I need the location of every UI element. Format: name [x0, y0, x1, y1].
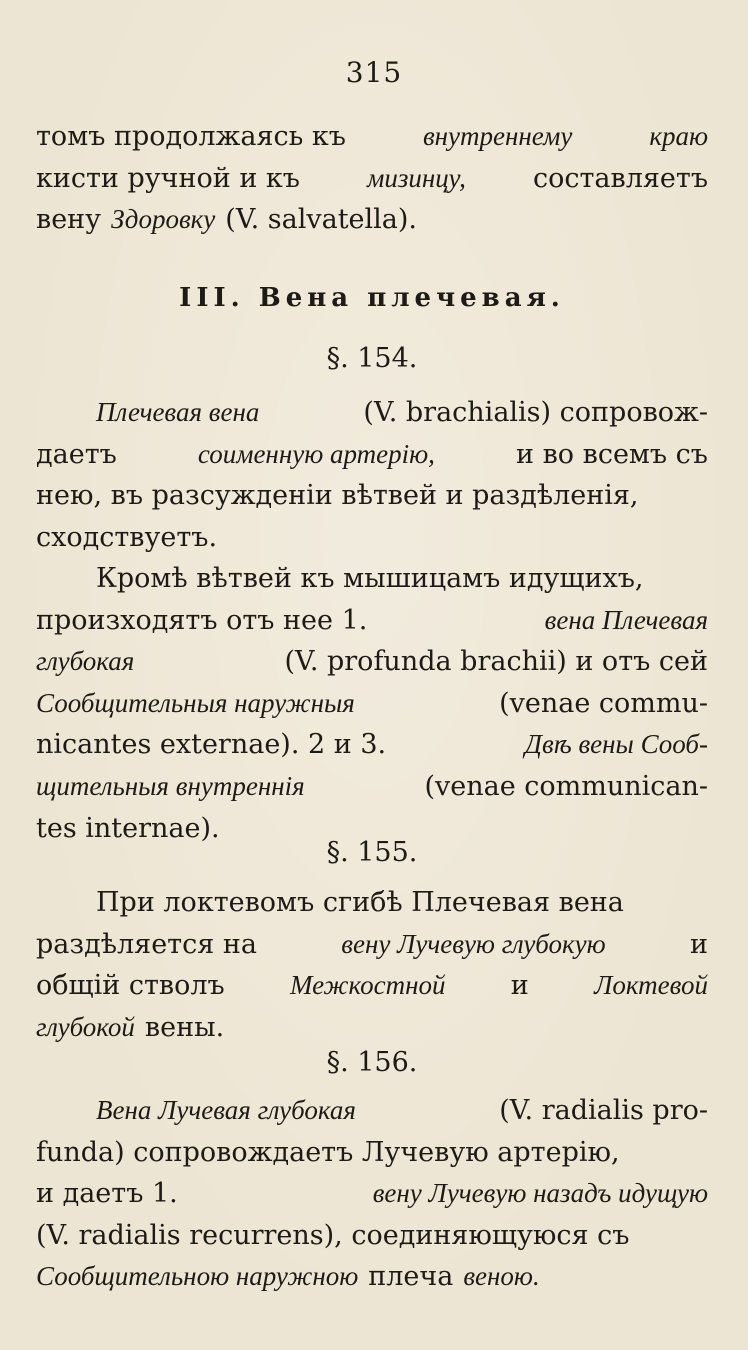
paragraph-1: [36, 116, 708, 241]
italic-term: Здоровку: [111, 204, 216, 235]
text-span: и: [510, 970, 529, 1002]
text-span: и даетъ 1.: [36, 1178, 178, 1210]
italic-term: глубокая: [36, 646, 135, 677]
text-span: плеча: [368, 1261, 454, 1293]
italic-term: глубокой: [36, 1011, 135, 1042]
text-line: [36, 1256, 708, 1298]
text-span: (V. radialis pro-: [499, 1095, 708, 1126]
italic-term: щительныя внутреннія: [36, 770, 305, 801]
text-span: общій стволъ: [36, 970, 225, 1002]
text-line: [36, 683, 708, 725]
text-span: даетъ: [36, 438, 117, 470]
text-line: [36, 116, 708, 158]
text-span: и во всемъ съ: [516, 438, 708, 470]
text-line: [36, 766, 708, 808]
paragraph-2: [36, 392, 708, 558]
text-line: [36, 434, 708, 476]
italic-term: краю: [649, 121, 708, 151]
text-line: [36, 1173, 708, 1215]
paragraph-4: [36, 882, 708, 1048]
text-span: вену: [36, 204, 102, 236]
text-line: [36, 924, 708, 966]
text-line: [36, 882, 708, 924]
text-span: tes internae).: [36, 812, 220, 844]
text-line: [36, 392, 708, 434]
text-span: раздѣляется на: [36, 928, 257, 960]
text-line: [36, 1090, 708, 1132]
italic-term: вену Лучевую глубокую: [341, 928, 606, 959]
text-span: кисти ручной и къ: [36, 162, 300, 194]
text-span: (V. radialis recurrens), соединяющуюся съ: [36, 1219, 630, 1251]
italic-term: внутреннему: [422, 121, 573, 151]
italic-term: Сообщительныя наружныя: [36, 687, 355, 718]
text-span: (V. salvatella).: [225, 204, 418, 236]
italic-term: Сообщительною наружною: [36, 1261, 359, 1292]
page-number: 315: [345, 56, 403, 89]
section-number-156: §. 156.: [326, 1047, 418, 1078]
text-span: составляетъ: [532, 162, 708, 194]
text-line: [36, 600, 708, 642]
text-line: [36, 199, 708, 241]
text-span: вены.: [144, 1011, 225, 1043]
text-span: (venae communican-: [424, 770, 708, 802]
text-line: [36, 724, 708, 766]
text-line: [36, 641, 708, 683]
text-span: нею, въ разсужденіи вѣтвей и раздѣленія,: [36, 480, 639, 512]
text-span: funda) сопровождаетъ Лучевую артерію,: [36, 1136, 620, 1168]
text-line: [36, 517, 708, 559]
text-line: [36, 475, 708, 517]
italic-term: вена Плечевая: [544, 604, 708, 635]
text-span: и: [690, 928, 708, 960]
italic-term: веною.: [463, 1261, 540, 1292]
text-span: Кромѣ вѣтвей къ мышицамъ идущихъ,: [96, 563, 644, 594]
text-span: томъ продолжаясь къ: [36, 121, 346, 152]
italic-term: мизинцу,: [367, 162, 466, 193]
text-span: (V. brachialis) сопровож-: [363, 397, 708, 428]
italic-term: вену Лучевую назадъ идущую: [372, 1178, 708, 1209]
text-line: [36, 558, 708, 600]
paragraph-5: [36, 1090, 708, 1298]
italic-term: Межкостной: [289, 970, 446, 1001]
text-line: [36, 1215, 708, 1257]
section-number-155: §. 155.: [326, 837, 418, 868]
text-line: [36, 158, 708, 200]
section-number-154: §. 154.: [326, 343, 418, 374]
section-heading: III. Вена плечевая.: [179, 283, 565, 313]
text-line: [36, 965, 708, 1007]
text-span: При локтевомъ сгибѣ Плечевая вена: [96, 887, 624, 918]
text-span: nicantes externae). 2 и 3.: [36, 729, 387, 761]
text-span: (venae commu-: [499, 687, 708, 719]
text-span: сходствуетъ.: [36, 521, 218, 553]
paragraph-3: [36, 558, 708, 849]
italic-term: соименную артерію,: [197, 438, 435, 469]
italic-term: Плечевая вена: [96, 397, 260, 427]
text-span: произходятъ отъ нее 1.: [36, 604, 368, 636]
text-line: [36, 1132, 708, 1174]
italic-term: Двѣ вены Сооб-: [524, 729, 708, 760]
text-span: (V. profunda brachii) и отъ сей: [284, 646, 708, 678]
italic-term: Локтевой: [594, 970, 708, 1001]
italic-term: Вена Лучевая глубокая: [96, 1095, 356, 1125]
